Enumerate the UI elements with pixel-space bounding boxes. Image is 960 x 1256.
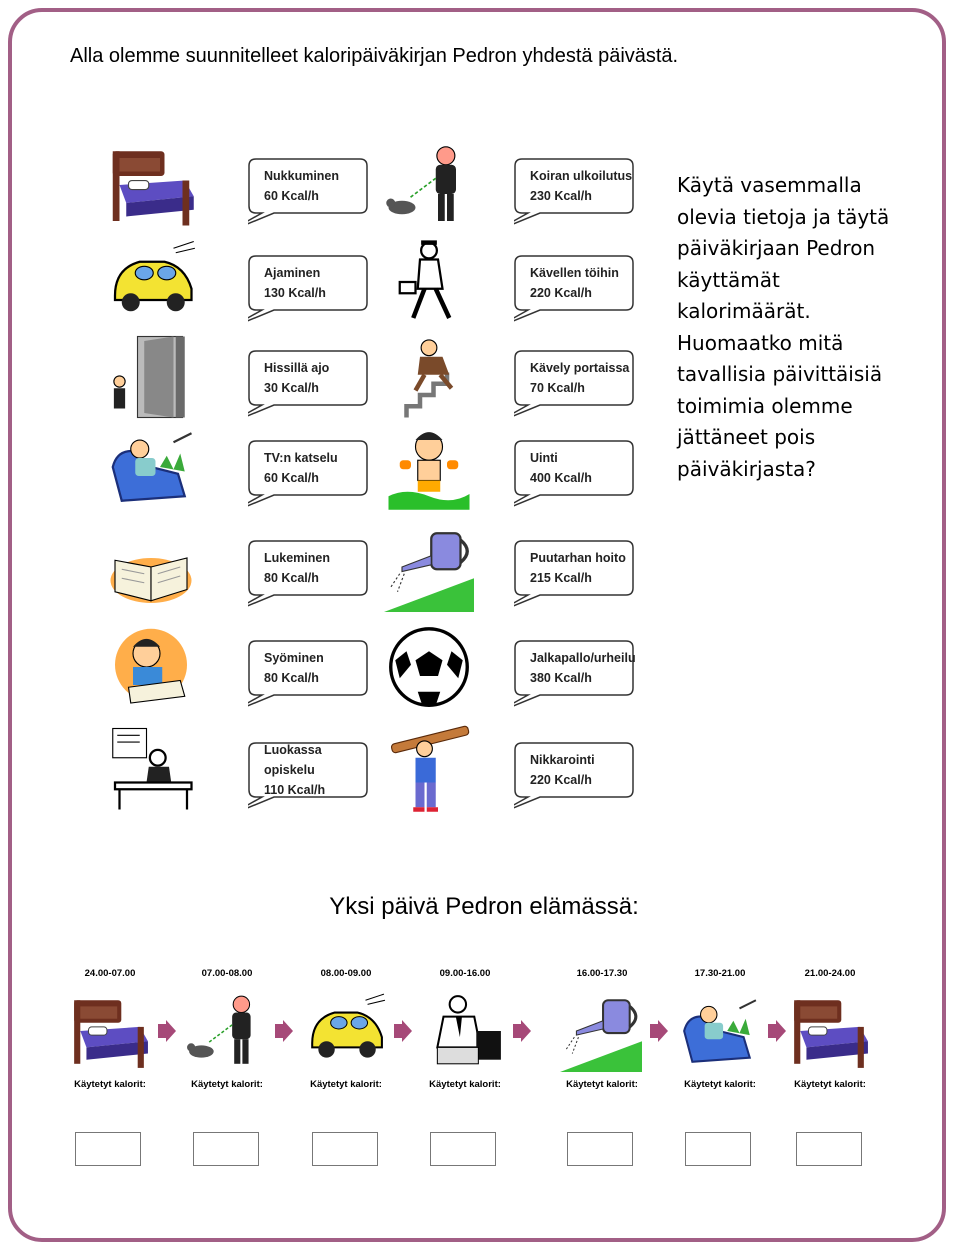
car-icon [304, 990, 386, 1072]
instructions-text: Käytä vasemmalla olevia tietoja ja täytä päiväkirjaan Pedron käyttämät kalorimäärät. Huomaatko mitä tavallisia päivittäisiä toimimia olemme jättäneet pois päiväkirjasta? [677, 173, 890, 481]
soccer-ball-icon [384, 622, 474, 712]
activity-kcal: 80 Kcal/h [264, 671, 319, 685]
arrow-right-icon [768, 1020, 786, 1047]
activity-bubble [514, 158, 634, 234]
dog-walk-icon [384, 140, 474, 230]
activity-name: Luokassa opiskelu [264, 743, 322, 777]
activity-picture [384, 622, 474, 717]
activity-kcal: 80 Kcal/h [264, 571, 319, 585]
book-icon [106, 522, 196, 612]
activity-bubble [514, 742, 634, 818]
calorie-answer-box[interactable] [567, 1132, 633, 1166]
watering-can-icon [560, 990, 642, 1072]
armchair-tv-icon [678, 990, 760, 1072]
activity-name: Nikkarointi [530, 753, 595, 767]
dog-walk-icon [185, 990, 267, 1072]
timeline-time: 08.00-09.00 [320, 968, 372, 979]
timeline-caption: Käytetyt kalorit: [191, 1079, 263, 1090]
activity-bubble [514, 255, 634, 331]
timeline-caption: Käytetyt kalorit: [429, 1079, 501, 1090]
activity-picture [384, 422, 474, 517]
timeline-caption: Käytetyt kalorit: [684, 1079, 756, 1090]
activity-kcal: 30 Kcal/h [264, 381, 319, 395]
calorie-answer-box[interactable] [685, 1132, 751, 1166]
activity-name: Kävellen töihin [530, 266, 619, 280]
activity-picture [106, 237, 196, 332]
calorie-answer-box[interactable] [312, 1132, 378, 1166]
timeline-caption: Käytetyt kalorit: [794, 1079, 866, 1090]
activity-kcal: 380 Kcal/h [530, 671, 592, 685]
activity-kcal: 60 Kcal/h [264, 189, 319, 203]
activity-kcal: 230 Kcal/h [530, 189, 592, 203]
activity-bubble [248, 350, 368, 426]
bed-icon [68, 990, 150, 1072]
activity-name: Puutarhan hoito [530, 551, 626, 565]
activity-picture [106, 422, 196, 517]
eating-boy-icon [106, 622, 196, 712]
activity-bubble [248, 742, 368, 818]
timeline-time: 21.00-24.00 [804, 968, 856, 979]
activity-picture [106, 724, 196, 819]
timeline-time: 09.00-16.00 [439, 968, 491, 979]
activity-picture [106, 522, 196, 617]
activity-picture [384, 332, 474, 427]
elevator-icon [106, 332, 196, 422]
activity-picture [106, 622, 196, 717]
activity-bubble [514, 540, 634, 616]
stairs-icon [384, 332, 474, 422]
office-worker-icon [423, 990, 505, 1072]
activity-kcal: 220 Kcal/h [530, 773, 592, 787]
watering-can-icon [384, 522, 474, 612]
activity-kcal: 60 Kcal/h [264, 471, 319, 485]
activity-bubble [248, 640, 368, 716]
activity-name: Lukeminen [264, 551, 330, 565]
carpenter-icon [384, 724, 474, 814]
timeline-caption: Käytetyt kalorit: [566, 1079, 638, 1090]
arrow-right-icon [275, 1020, 293, 1047]
timeline-time: 17.30-21.00 [694, 968, 746, 979]
armchair-tv-icon [106, 422, 196, 512]
activity-kcal: 110 Kcal/h [264, 783, 326, 797]
intro-text: Alla olemme suunnitelleet kaloripäiväkirjan Pedron yhdestä päivästä. [70, 45, 679, 67]
timeline-time: 16.00-17.30 [576, 968, 628, 979]
timeline-caption: Käytetyt kalorit: [310, 1079, 382, 1090]
activity-name: Ajaminen [264, 266, 321, 280]
calorie-answer-box[interactable] [193, 1132, 259, 1166]
calorie-answer-box[interactable] [75, 1132, 141, 1166]
activity-name: Uinti [530, 451, 558, 465]
bed-icon [788, 990, 870, 1072]
bed-icon [106, 140, 196, 230]
calorie-answer-box[interactable] [430, 1132, 496, 1166]
timeline-title: Yksi päivä Pedron elämässä: [329, 893, 639, 920]
timeline-time: 24.00-07.00 [84, 968, 136, 979]
activity-kcal: 70 Kcal/h [530, 381, 585, 395]
activity-picture [384, 140, 474, 235]
activity-picture [384, 237, 474, 332]
activity-bubble [248, 540, 368, 616]
activity-picture [384, 522, 474, 617]
activity-kcal: 220 Kcal/h [530, 286, 592, 300]
classroom-desk-icon [106, 724, 196, 814]
activity-name: TV:n katselu [264, 451, 338, 465]
activity-picture [106, 140, 196, 235]
activity-bubble [248, 255, 368, 331]
activity-name: Syöminen [264, 651, 324, 665]
activity-kcal: 215 Kcal/h [530, 571, 592, 585]
activity-name: Hissillä ajo [264, 361, 330, 375]
swimmer-icon [384, 422, 474, 512]
walking-man-icon [384, 237, 474, 327]
activity-picture [384, 724, 474, 819]
activity-name: Koiran ulkoilutus [530, 169, 633, 183]
activity-name: Nukkuminen [264, 169, 340, 183]
activity-kcal: 130 Kcal/h [264, 286, 326, 300]
activity-picture [106, 332, 196, 427]
arrow-right-icon [394, 1020, 412, 1047]
activity-bubble [514, 350, 634, 426]
calorie-answer-box[interactable] [796, 1132, 862, 1166]
activity-bubble [514, 640, 634, 716]
arrow-right-icon [158, 1020, 176, 1047]
activity-name: Jalkapallo/urheilu [530, 651, 636, 665]
car-icon [106, 237, 196, 327]
timeline-caption: Käytetyt kalorit: [74, 1079, 146, 1090]
arrow-right-icon [650, 1020, 668, 1047]
activity-kcal: 400 Kcal/h [530, 471, 592, 485]
activity-bubble [248, 158, 368, 234]
timeline-time: 07.00-08.00 [201, 968, 253, 979]
activity-name: Kävely portaissa [530, 361, 630, 375]
activity-bubble [514, 440, 634, 516]
arrow-right-icon [513, 1020, 531, 1047]
activity-bubble [248, 440, 368, 516]
